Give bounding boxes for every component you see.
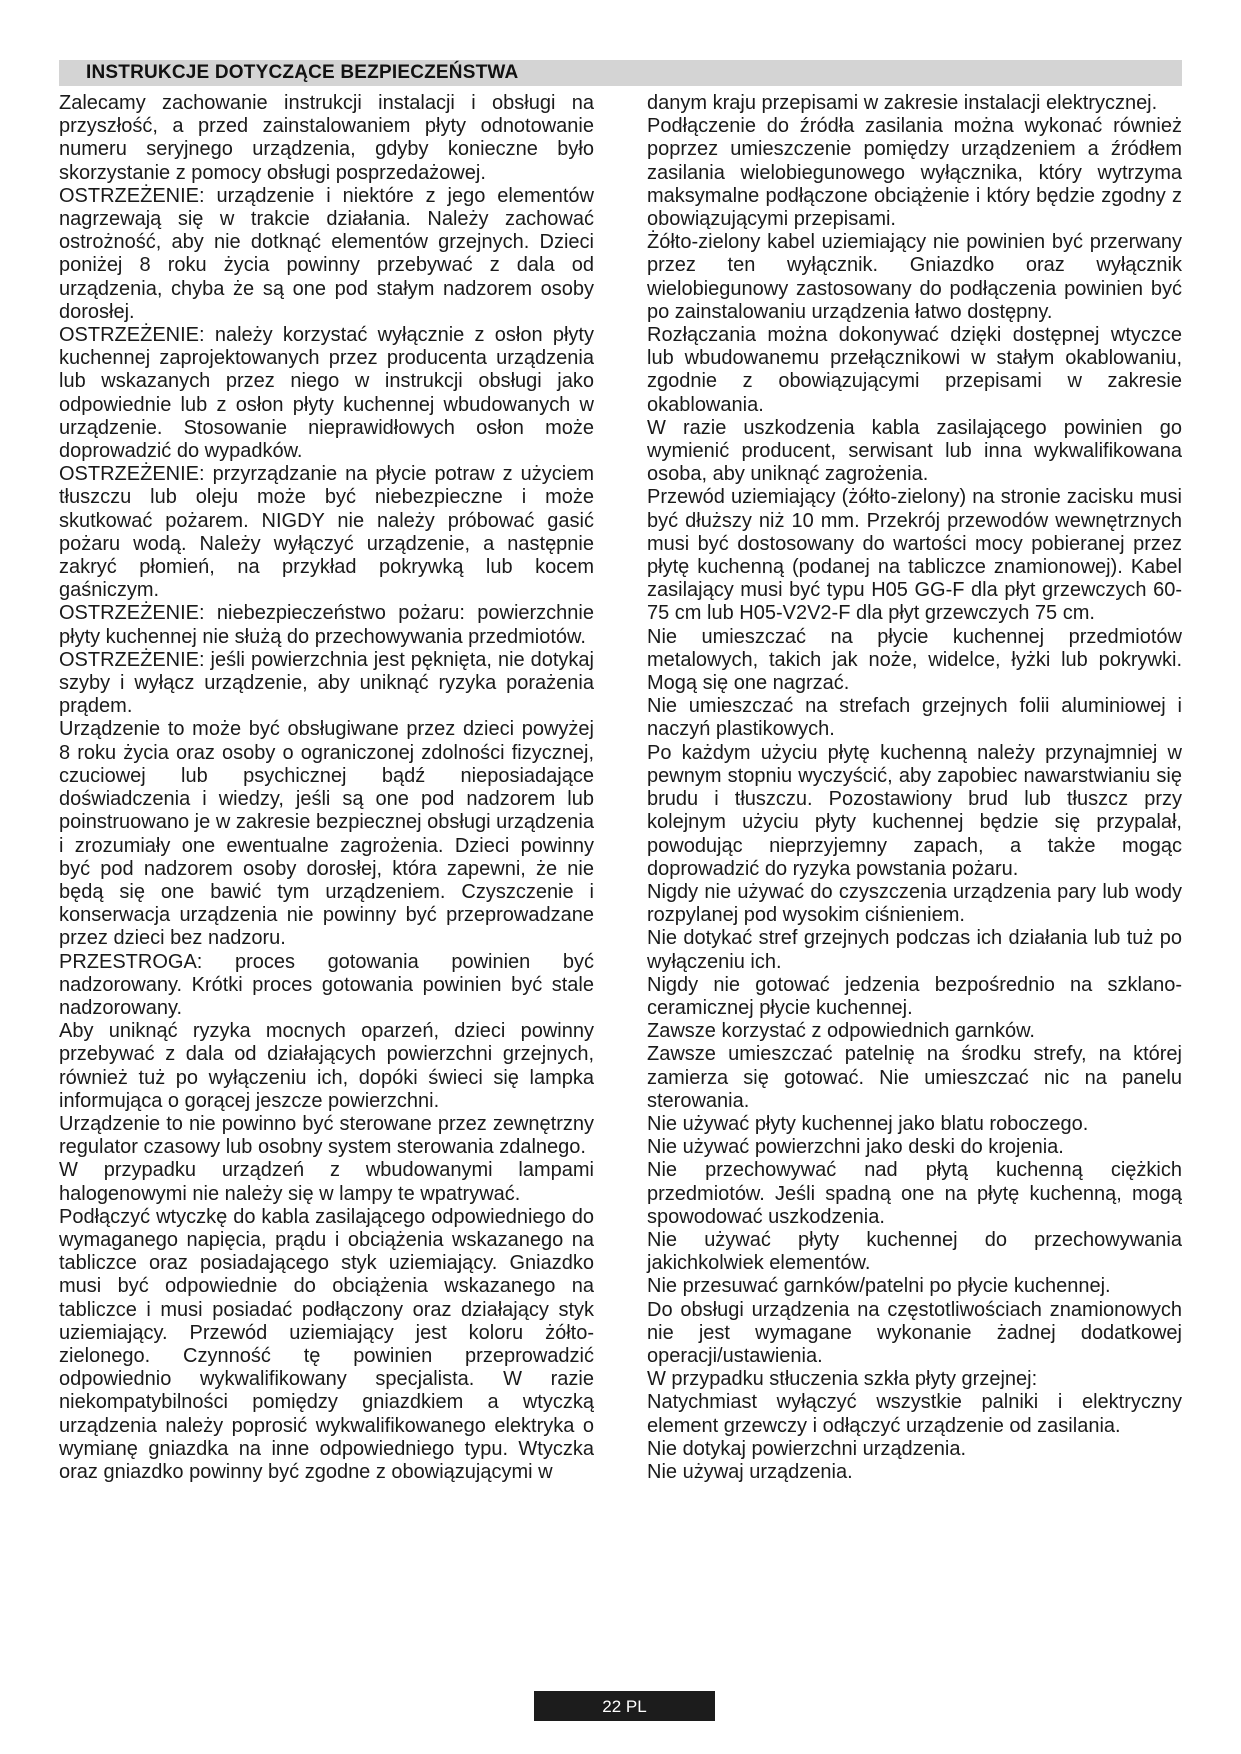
paragraph: Zawsze umieszczać patelnię na środku strefy, na której zamierza się gotować. Nie umieszczać nic na panelu sterowania. — [647, 1043, 1182, 1112]
paragraph: danym kraju przepisami w zakresie instalacji elektrycznej. — [647, 92, 1158, 114]
paragraph: Żółto-zielony kabel uziemiający nie powinien być przerwany przez ten wyłącznik. Gniazdko oraz wyłącznik wielobiegunowy zastosowany do podłączenia powinien być po zainstalowaniu urządzenia łatwo dostępny. — [647, 231, 1182, 323]
paragraph: OSTRZEŻENIE: jeśli powierzchnia jest pęknięta, nie dotykaj szyby i wyłącz urządzenie, aby uniknąć ryzyka porażenia prądem. — [59, 648, 594, 718]
paragraph: Po każdym użyciu płytę kuchenną należy przynajmniej w pewnym stopniu wyczyścić, aby zapobiec nawarstwianiu się brudu i tłuszczu. Pozostawiony brud lub tłuszcz przy kolejnym użyciu płyty kuchennej będzie się przypalał, powodując nieprzyjemny zapach, a także mogąc doprowadzić do ryzyka powstania pożaru. — [647, 741, 1182, 880]
paragraph: Nie umieszczać na strefach grzejnych folii aluminiowej i naczyń plastikowych. — [647, 695, 1182, 741]
paragraph: Urządzenie to nie powinno być sterowane przez zewnętrzny regulator czasowy lub osobny system sterowania zdalnego. — [59, 1112, 594, 1159]
paragraph: Nie przechowywać nad płytą kuchenną ciężkich przedmiotów. Jeśli spadną one na płytę kuchenną, mogą spowodować uszkodzenia. — [647, 1159, 1182, 1228]
paragraph: Nie używać płyty kuchennej do przechowywania jakichkolwiek elementów. — [647, 1228, 1182, 1275]
paragraph: Nie dotykać stref grzejnych podczas ich działania lub tuż po wyłączeniu ich. — [647, 927, 1182, 973]
paragraph: Natychmiast wyłączyć wszystkie palniki i elektryczny element grzewczy i odłączyć urządzenie od zasilania. — [647, 1391, 1182, 1437]
paragraph: Nie używaj urządzenia. — [647, 1460, 853, 1483]
paragraph: Urządzenie to może być obsługiwane przez dzieci powyżej 8 roku życia oraz osoby o ograniczonej zdolności fizycznej, czuciowej lub psychicznej bądź nieposiadające doświadczenia i wiedzy, jeśli są one pod nadzorem lub poinstruowano je w zakresie bezpiecznej obsługi urządzenia i zrozumiały one ewentualne zagrożenia. Dzieci powinny być pod nadzorem osoby dorosłej, która zapewni, że nie będą się one bawić tym urządzeniem. Czyszczenie i konserwacja urządzenia nie powinny być przeprowadzane przez dzieci bez nadzoru. — [59, 718, 594, 950]
paragraph: Nigdy nie gotować jedzenia bezpośrednio na szklano-ceramicznej płycie kuchennej. — [647, 973, 1182, 1019]
paragraph: Do obsługi urządzenia na częstotliwościach znamionowych nie jest wymagane wykonanie żadnej dodatkowej operacji/ustawienia. — [647, 1298, 1182, 1367]
paragraph: Nigdy nie używać do czyszczenia urządzenia pary lub wody rozpylanej pod wysokim ciśnieniem. — [647, 880, 1182, 927]
paragraph: Zalecamy zachowanie instrukcji instalacji i obsługi na przyszłość, a przed zainstalowaniem płyty odnotowanie numeru seryjnego urządzenia, gdyby konieczne było skorzystanie z pomocy obsługi posprzedażowej. — [59, 92, 594, 184]
paragraph: W razie uszkodzenia kabla zasilającego powinien go wymienić producent, serwisant lub inna wykwalifikowana osoba, aby uniknąć zagrożenia. — [647, 416, 1182, 486]
paragraph: Podłączyć wtyczkę do kabla zasilającego odpowiedniego do wymaganego napięcia, prądu i obciążenia wskazanego na tabliczce oraz posiadającego styk uziemiający. Gniazdko musi być odpowiednie do obciążenia wskazanego na tabliczce i musi posiadać podłączony oraz działający styk uziemiający. Przewód uziemiający jest koloru żółto-zielonego. Czynność tę powinien przeprowadzić odpowiednio wykwalifikowany specjalista. W razie niekompatybilności pomiędzy gniazdkiem a wtyczką urządzenia należy poprosić wykwalifikowanego elektryka o wymianę gniazdka na inne odpowiedniego typu. Wtyczka oraz gniazdko powinny być zgodne z obowiązującymi w — [59, 1205, 594, 1483]
paragraph: Zawsze korzystać z odpowiednich garnków. — [647, 1020, 1035, 1043]
paragraph: Aby uniknąć ryzyka mocnych oparzeń, dzieci powinny przebywać z dala od działających powierzchni grzejnych, również tuż po wyłączeniu ich, dopóki świeci się lampka informująca o gorącej jeszcze powierzchni. — [59, 1020, 594, 1112]
paragraph: Rozłączania można dokonywać dzięki dostępnej wtyczce lub wbudowanemu przełącznikowi w stałym okablowaniu, zgodnie z obowiązującymi przepisami w zakresie okablowania. — [647, 324, 1182, 416]
paragraph: OSTRZEŻENIE: należy korzystać wyłącznie z osłon płyty kuchennej zaprojektowanych przez producenta urządzenia lub wskazanych przez niego w instrukcji obsługi jako odpowiednie lub z osłon płyty kuchennej wbudowanych w urządzenie. Stosowanie nieprawidłowych osłon może doprowadzić do wypadków. — [59, 324, 594, 463]
page-number: 22 PL — [602, 1697, 647, 1716]
paragraph: Podłączenie do źródła zasilania można wykonać również poprzez umieszczenie pomiędzy urządzeniem a źródłem zasilania wielobiegunowego wyłącznika, który wytrzyma maksymalne podłączone obciążenie i który będzie zgodny z obowiązującymi przepisami. — [647, 115, 1182, 231]
page-number-box — [534, 1691, 715, 1721]
paragraph: OSTRZEŻENIE: niebezpieczeństwo pożaru: powierzchnie płyty kuchennej nie służą do przechowywania przedmiotów. — [59, 602, 594, 648]
paragraph: Nie przesuwać garnków/patelni po płycie kuchennej. — [647, 1275, 1111, 1298]
paragraph: Nie dotykaj powierzchni urządzenia. — [647, 1437, 967, 1460]
paragraph: OSTRZEŻENIE: przyrządzanie na płycie potraw z użyciem tłuszczu lub oleju może być niebezpieczne i może skutkować pożarem. NIGDY nie należy próbować gasić pożaru wodą. Należy wyłączyć urządzenie, a następnie zakryć płomień, na przykład pokrywką lub kocem gaśniczym. — [59, 463, 594, 602]
paragraph: Nie używać płyty kuchennej jako blatu roboczego. — [647, 1112, 1089, 1135]
paragraph: W przypadku stłuczenia szkła płyty grzejnej: — [647, 1368, 1038, 1391]
section-title: INSTRUKCJE DOTYCZĄCE BEZPIECZEŃSTWA — [86, 62, 519, 83]
left-text-column — [59, 92, 594, 1484]
paragraph: Nie umieszczać na płycie kuchennej przedmiotów metalowych, takich jak noże, widelce, łyżki lub pokrywki. Mogą się one nagrzać. — [647, 625, 1182, 695]
right-text-column — [647, 92, 1182, 1484]
paragraph: Nie używać powierzchni jako deski do krojenia. — [647, 1136, 1064, 1159]
paragraph: OSTRZEŻENIE: urządzenie i niektóre z jego elementów nagrzewają się w trakcie działania. Należy zachować ostrożność, aby nie dotknąć elementów grzejnych. Dzieci poniżej 8 roku życia powinny przebywać z dala od urządzenia, chyba że są one pod stałym nadzorem osoby dorosłej. — [59, 184, 594, 323]
paragraph: PRZESTROGA: proces gotowania powinien być nadzorowany. Krótki proces gotowania powinien być stale nadzorowany. — [59, 950, 594, 1019]
section-header-bar — [59, 60, 1182, 86]
paragraph: Przewód uziemiający (żółto-zielony) na stronie zacisku musi być dłuższy niż 10 mm. Przekrój przewodów wewnętrznych musi być dostosowany do wartości mocy pobieranej przez płytę kuchenną (podanej na tabliczce znamionowej). Kabel zasilający musi być typu H05 GG-F dla płyt grzewczych 60-75 cm lub H05-V2V2-F dla płyt grzewczych 75 cm. — [647, 486, 1182, 625]
paragraph: W przypadku urządzeń z wbudowanymi lampami halogenowymi nie należy się w lampy te wpatrywać. — [59, 1159, 594, 1205]
